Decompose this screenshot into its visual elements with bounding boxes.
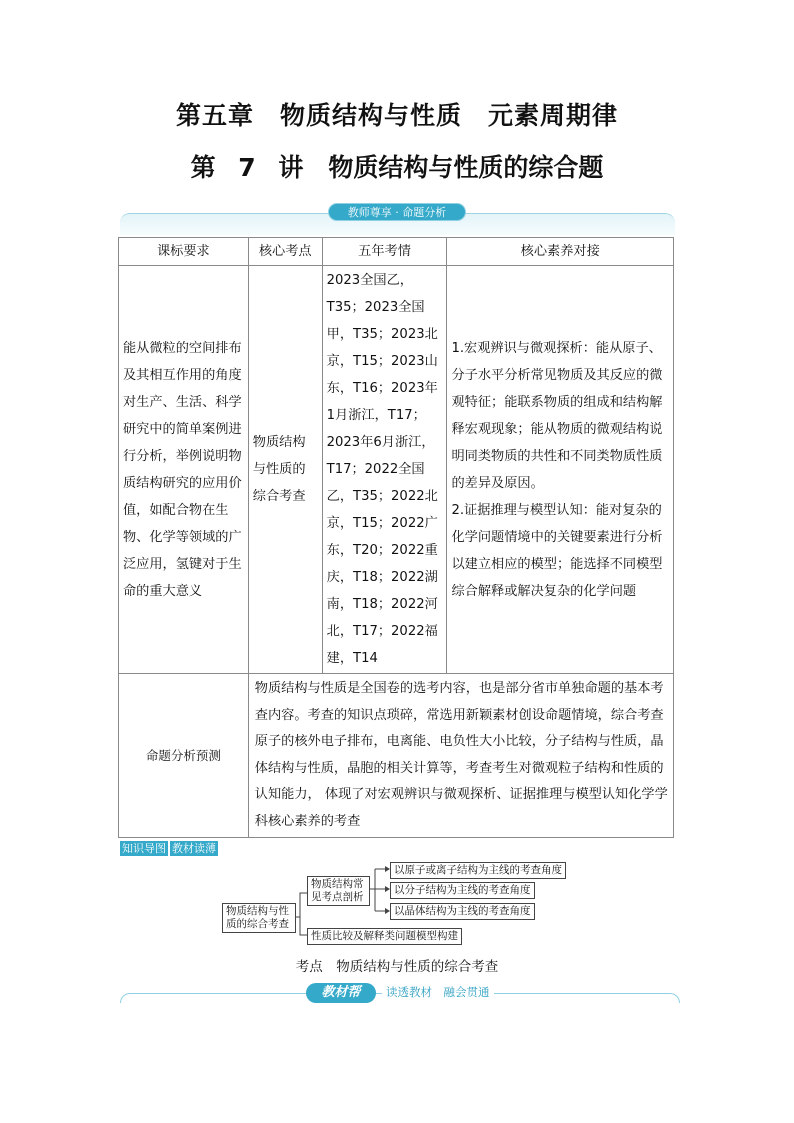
prediction-text: 物质结构与性质是全国卷的选考内容，也是部分省市单独命题的基本考查内容。考查的知识点琐碎，常选用新颖素材创设命题情境，综合考查原子的核外电子排布，电离能、电负性大小比较，分子结构与性质，晶体结构与性质，晶胞的相关计算等，考查考生对微观粒子结构和性质的认知能力， 体现了对宏观辨识与微观探析、证据推理与模型认知化学学科核心素养的考查 [254,681,668,829]
literacy-text: 1.宏观辨识与微观探析：能从原子、分子水平分析常见物质及其反应的微观特征；能联系物质的组成和结构解释宏观现象；能从物质的微观结构说明同类物质的共性和不同类物质性质的差异及原因。 2.证据推理与模型认知：能对复杂的化学问题情境中的关键要素进行分析以建立相应的模型；能选择不同模型综合解释或解决复杂的化学问题 [451,340,663,599]
topic-caption: 考点 物质结构与性质的综合考查 [295,959,499,975]
curriculum-text: 能从微粒的空间排布及其相互作用的角度对生产、生活、科学研究中的简单案例进行分析，举例说明物质结构研究的应用价值，如配合物在生物、化学等领域的广泛应用，氢键对于生命的重大意义 [123,340,242,599]
header-literacy: 核心素养对接 [447,238,674,266]
header-exam-history: 五年考情 [322,238,447,266]
chapter-title: 第五章 物质结构与性质 元素周期律 [175,101,618,130]
core-point-text: 物质结构与性质的综合考查 [252,435,306,504]
tag-textbook: 教材读薄 [172,842,216,855]
prediction-label: 命题分析预测 [119,674,249,838]
header-curriculum: 课标要求 [119,238,249,266]
textbook-banner-title: 教材帮 [306,983,376,1003]
header-core-point: 核心考点 [248,238,322,266]
mindmap-root: 物质结构与性质的综合考查 [222,903,296,933]
mindmap-leaf-atom: 以原子或离子结构为主线的考查角度 [390,862,566,879]
textbook-banner-subtitle: 读透教材 融会贯通 [382,984,494,1000]
mindmap-leaf-crystal: 以晶体结构为主线的考查角度 [390,903,535,920]
textbook-banner [120,983,680,1005]
exam-history-text: 2023全国乙，T35；2023全国甲，T35；2023北京，T15；2023山东，T16；2023年1月浙江，T17；2023年6月浙江，T17；2022全国乙，T35；2022北京，T15；2022广东，T20；2022重庆，T18；2022湖南，T18；2022河北，T17；2022福建，T14 [326,273,438,666]
lecture-title: 第 7 讲 物质结构与性质的综合题 [190,153,604,182]
banner-pill: 教师尊享 · 命题分析 [328,203,466,221]
mindmap-branch-model: 性质比较及解释类问题模型构建 [307,928,462,945]
mindmap-leaf-molecule: 以分子结构为主线的考查角度 [390,882,535,899]
tag-knowledge-map: 知识导图 [122,842,166,855]
mindmap-branch-analysis: 物质结构常见考点剖析 [307,876,370,906]
